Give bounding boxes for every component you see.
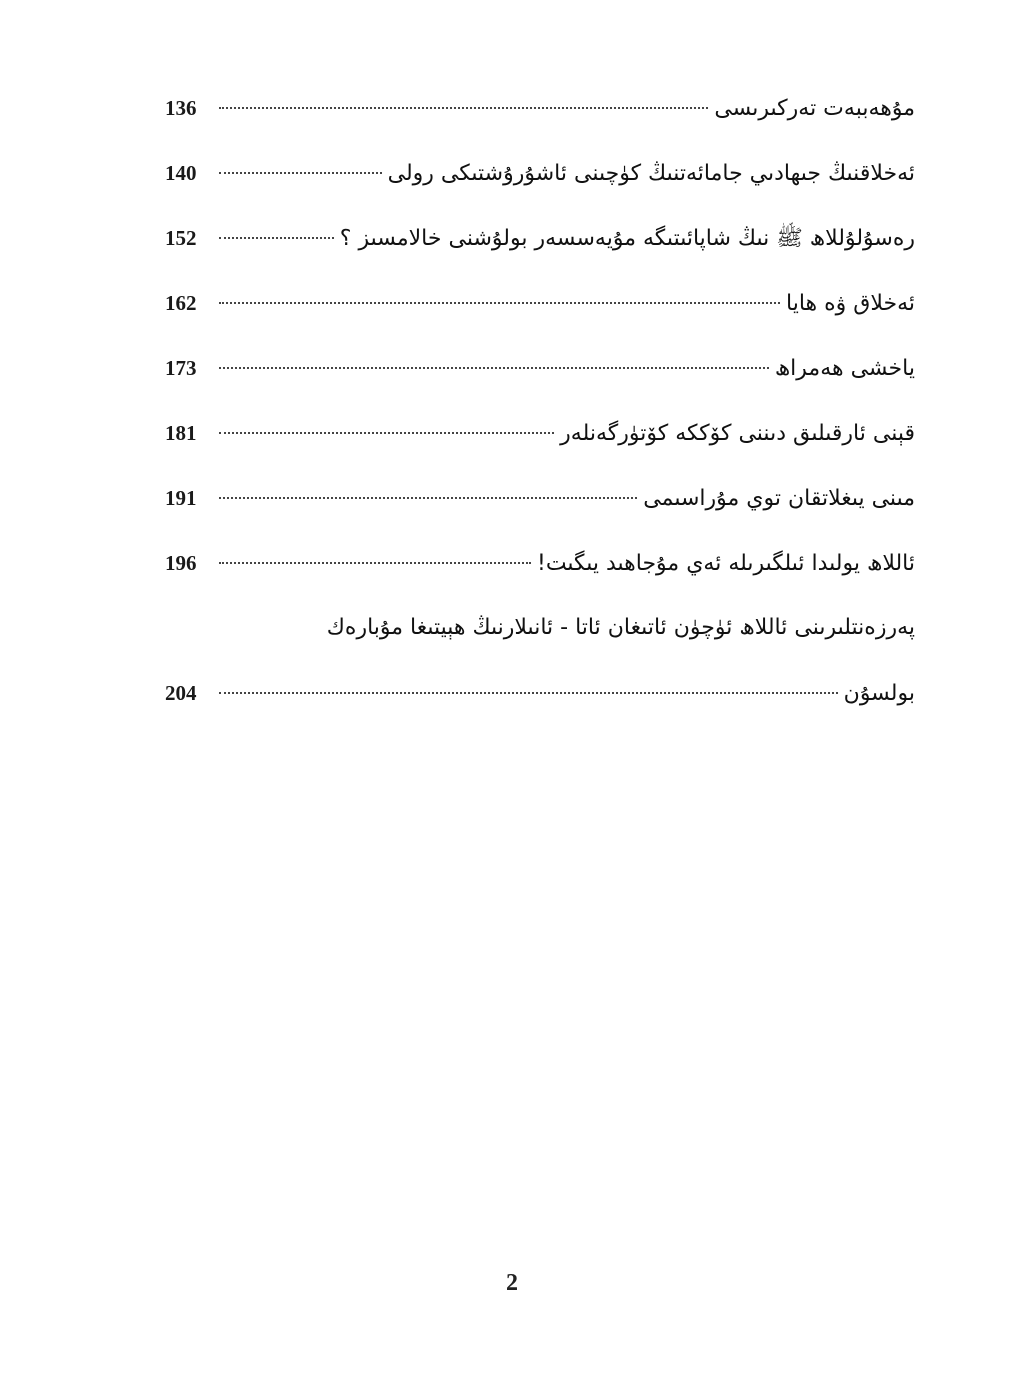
toc-entry-line-1[interactable] bbox=[165, 608, 915, 673]
toc-entry[interactable] bbox=[165, 348, 915, 413]
toc-page-number: 152 bbox=[165, 226, 197, 250]
toc-entry-title: بولسۇن bbox=[843, 681, 915, 706]
toc-entry-title: ئاللاھ يولىدا ئىلگىرىلە ئەي مۇجاھىد يىگىت! bbox=[537, 551, 915, 576]
toc-entry-title: ئەخلاق ۋە ھايا bbox=[786, 291, 915, 316]
toc-leader-dots bbox=[219, 497, 637, 499]
toc-entry-title: مۇھەببەت تەركىرىسى bbox=[714, 96, 915, 121]
toc-page-number: 181 bbox=[165, 421, 197, 445]
toc-entry[interactable] bbox=[165, 153, 915, 218]
toc-page-number: 162 bbox=[165, 291, 197, 315]
page-number: 2 bbox=[506, 1270, 518, 1296]
toc-page-number: 204 bbox=[165, 681, 197, 705]
toc-leader-dots bbox=[219, 432, 554, 434]
toc-entry-title: ئەخلاقنىڭ جىھادىي جامائەتنىڭ كۈچىنى ئاشۇرۇشتىكى رولى bbox=[387, 161, 915, 186]
toc-entry[interactable] bbox=[165, 478, 915, 543]
toc-entry-line-2[interactable] bbox=[165, 673, 915, 738]
toc-entry-title: قېنى ئارقىلىق دىننى كۆككە كۆتۈرگەنلەر bbox=[560, 421, 915, 446]
toc-page-number: 140 bbox=[165, 161, 197, 185]
toc-leader-dots bbox=[219, 302, 780, 304]
toc-leader-dots bbox=[219, 367, 769, 369]
toc-page-number: 173 bbox=[165, 356, 197, 380]
table-of-contents bbox=[165, 88, 915, 738]
toc-entry[interactable] bbox=[165, 283, 915, 348]
toc-page-number: 191 bbox=[165, 486, 197, 510]
toc-page-number: 196 bbox=[165, 551, 197, 575]
toc-entry-title: مىنى يىغلاتقان توي مۇراسىمى bbox=[643, 486, 915, 511]
toc-entry[interactable] bbox=[165, 88, 915, 153]
toc-entry[interactable] bbox=[165, 413, 915, 478]
toc-page-number: 136 bbox=[165, 96, 197, 120]
toc-entry[interactable] bbox=[165, 543, 915, 608]
toc-entry-title: پەرزەنتلىرىنى ئاللاھ ئۈچۈن ئاتىغان ئاتا - ئانىلارنىڭ ھېيتىغا مۇبارەك bbox=[326, 615, 915, 640]
toc-leader-dots bbox=[219, 562, 531, 564]
toc-leader-dots bbox=[219, 107, 708, 109]
toc-leader-dots bbox=[219, 172, 382, 174]
toc-entry[interactable] bbox=[165, 218, 915, 283]
toc-entry-title: رەسۇلۇللاھ ﷺ نىڭ شاپائىتىگە مۇيەسسەر بولۇشنى خالامسىز ؟ bbox=[339, 226, 915, 251]
toc-leader-dots bbox=[219, 692, 838, 694]
toc-leader-dots bbox=[219, 237, 334, 239]
toc-entry-title: ياخشى ھەمراھ bbox=[774, 356, 915, 381]
